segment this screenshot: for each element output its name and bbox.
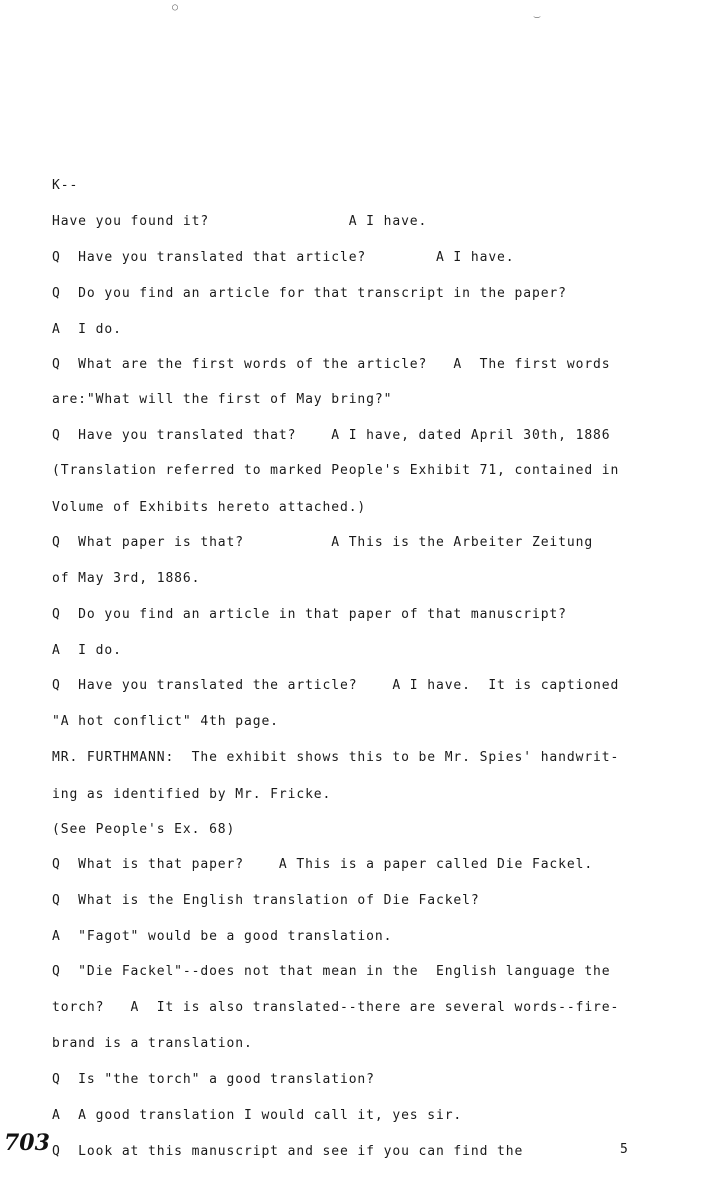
text-line: Q What are the first words of the article? A The first words — [52, 357, 611, 372]
text-line: Q Look at this manuscript and see if you can find the — [52, 1144, 524, 1159]
text-line: Volume of Exhibits hereto attached.) — [52, 500, 367, 515]
text-line: A "Fagot" would be a good translation. — [52, 929, 393, 944]
text-line: Q What is that paper? A This is a paper called Die Fackel. — [52, 857, 594, 872]
text-line: Q Have you translated that article? A I have. — [52, 250, 515, 265]
handwritten-page-number: 703 — [4, 1130, 50, 1156]
text-line: MR. FURTHMANN: The exhibit shows this to be Mr. Spies' handwrit- — [52, 750, 620, 765]
text-line: Q Is "the torch" a good translation? — [52, 1072, 375, 1087]
text-line: (Translation referred to marked People's Exhibit 71, contained in — [52, 463, 620, 478]
text-line: (See People's Ex. 68) — [52, 822, 236, 837]
text-line: Q "Die Fackel"--does not that mean in the English language the — [52, 964, 611, 979]
text-line: Q Have you translated the article? A I have. It is captioned — [52, 678, 620, 693]
text-line: "A hot conflict" 4th page. — [52, 714, 279, 729]
top-mark: ‿ — [534, 8, 541, 19]
text-line: Q What paper is that? A This is the Arbeiter Zeitung — [52, 535, 594, 550]
text-line: A A good translation I would call it, yes sir. — [52, 1108, 463, 1123]
text-line: A I do. — [52, 643, 122, 658]
text-line: of May 3rd, 1886. — [52, 571, 201, 586]
text-line: K-- — [52, 178, 79, 193]
text-line: Q What is the English translation of Die Fackel? — [52, 893, 480, 908]
page-number: 5 — [620, 1142, 628, 1157]
text-line: ing as identified by Mr. Fricke. — [52, 787, 332, 802]
text-line: Q Do you find an article in that paper of that manuscript? — [52, 607, 567, 622]
text-line: Q Do you find an article for that transcript in the paper? — [52, 286, 567, 301]
text-line: Have you found it? A I have. — [52, 214, 428, 229]
text-line: A I do. — [52, 322, 122, 337]
top-mark: ○ — [172, 2, 179, 13]
text-line: brand is a translation. — [52, 1036, 253, 1051]
text-line: are:"What will the first of May bring?" — [52, 392, 393, 407]
text-line: torch? A It is also translated--there are several words--fire- — [52, 1000, 620, 1015]
text-line: Q Have you translated that? A I have, dated April 30th, 1886 — [52, 428, 611, 443]
